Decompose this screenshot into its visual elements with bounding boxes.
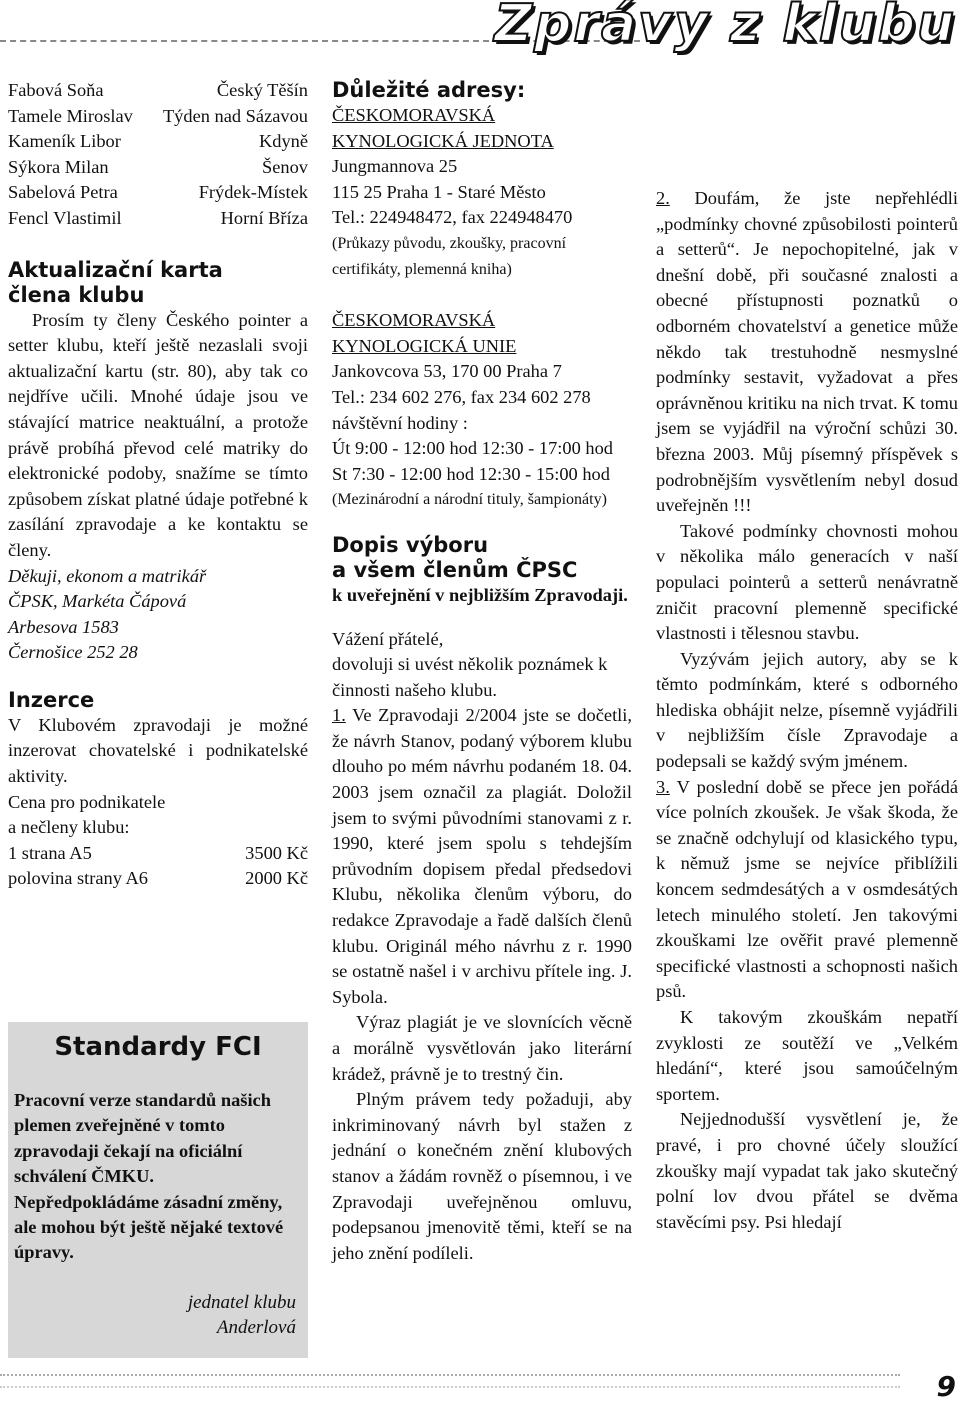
fci-box — [8, 1022, 308, 1358]
address-org: ČESKOMORAVSKÁ — [332, 310, 496, 331]
list-item: Tamele Miroslav Týden nad Sázavou — [8, 105, 308, 126]
footer-rule-2 — [0, 1386, 900, 1388]
address-org: ČESKOMORAVSKÁ — [332, 105, 496, 125]
ads-price-intro-2: a nečleny klubu: — [8, 817, 130, 838]
section-title: Zprávy z klubu — [494, 0, 956, 54]
price-row: polovina strany A6 2000 Kč — [8, 868, 308, 889]
letter-point-3: 3. V poslední době se přece jen pořádá více polních zkoušek. Je však škoda, že se značně odchylují od klasického typu, k němuž jsme se nejvíce přiblížili koncem sedmdesátých a v osmdesátých letech minulého století. Jen takovými zkouškami lze ověřit pravé plemenně specifické vlastnosti a schopnosti našich psů. — [656, 776, 958, 1002]
address-line: 115 25 Praha 1 - Staré Město — [332, 181, 546, 202]
address-org: KYNOLOGICKÁ UNIE — [332, 335, 517, 356]
letter-greeting: Vážení přátelé, — [332, 628, 444, 649]
members-list — [8, 78, 308, 232]
list-item: Kameník Libor Kdyně — [8, 131, 308, 152]
ads-text: V Klubovém zpravodaji je možné inzerovat chovatelské i podnikatelské aktivity. — [8, 714, 308, 787]
letter-paragraph: Nejjednodušší vysvětlení je, že pravé, i pro chovné účely sloužící zkoušky mají vypadat tak jako skutečný polní lov dvou přátel se dvěma stavěcími psy. Psi hledají — [656, 1109, 958, 1232]
letter-paragraph: Plným právem tedy požaduji, aby inkriminovaný návrh byl stažen z jednání o konečném znění klubových stanov a žádám rovněž o písemnou, i ve Zpravodaji uveřejněnou omluvu, podepsanou jmenovitě těmi, kteří se na jeho znění podíleli. — [332, 1089, 632, 1263]
letter-subheading: k uveřejnění v nejbližším Zpravodaji. — [332, 584, 628, 605]
letter-point-2: 2. Doufám, že jste nepřehlédli „podmínky chovné způsobilosti pointerů a setterů“. Je nepochopitelné, jak v dnešní době, při současné znalosti a obecné přístupnosti poznatků o odborném chovatelství a genetice může někdo tak trestuhodně nesmyslné podmínky sestavit, vyžadovat a přes oprávněnou kritiku na nich trvat. K tomu jsem se vyjádřil na výroční schůzi 30. března 2003. Můj písemný příspěvek s podrobnějším vysvětlením nebyl dosud uveřejněn !!! — [656, 188, 958, 516]
list-item: Sýkora Milan Šenov — [8, 156, 308, 177]
price-row: 1 strana A5 3500 Kč — [8, 842, 308, 863]
column-right — [656, 80, 958, 1235]
address-line: Jankovcova 53, 170 00 Praha 7 — [332, 361, 562, 382]
update-heading-2: člena klubu — [8, 282, 145, 307]
fci-title: Standardy FCI — [54, 1032, 262, 1062]
address-line: Jungmannova 25 — [332, 156, 458, 177]
fci-signature: jednatel klubu Anderlová — [187, 1292, 296, 1338]
column-middle — [332, 78, 632, 1266]
update-signature-4: Černošice 252 28 — [8, 642, 138, 663]
column-left — [8, 78, 308, 892]
letter-paragraph: K takovým zkouškám nepatří zvyklosti ze soutěží ve „Velkém hledání“, které jsou samoúčelným sportem. — [656, 1007, 958, 1104]
ads-heading: Inzerce — [8, 687, 95, 712]
letter-paragraph: Výraz plagiát je ve slovnících věcně a morálně vysvětlován jako literární krádež, právně je to trestný čin. — [332, 1012, 632, 1084]
footer-rule — [0, 1374, 900, 1376]
addresses-heading: Důležité adresy: — [332, 78, 526, 102]
address-note: (Mezinárodní a národní tituly, šampionáty) — [332, 491, 607, 509]
address-line: Tel.: 234 602 276, fax 234 602 278 — [332, 386, 591, 407]
letter-heading: Dopis výboru — [332, 532, 489, 557]
list-item: Sabelová Petra Frýdek-Místek — [8, 182, 308, 203]
address-line: návštěvní hodiny : — [332, 412, 468, 433]
update-signature-2: ČPSK, Markéta Čápová — [8, 591, 187, 612]
list-item: Fabová Soňa Český Těšín — [8, 80, 308, 100]
address-line: Út 9:00 - 12:00 hod 12:30 - 17:00 hod — [332, 438, 613, 459]
letter-intro: dovoluji si uvést několik poznámek k činnosti našeho klubu. — [332, 654, 608, 700]
update-signature-1: Děkuji, ekonom a matrikář — [8, 565, 207, 586]
letter-heading-2: a všem členům ČPSC — [332, 557, 578, 582]
fci-text: Pracovní verze standardů našich plemen zveřejněné v tomto zpravodaji čekají na oficiální schválení ČMKU. Nepředpokládáme zásadní změny, ale mohou být ještě nějaké textové úpravy. — [14, 1090, 284, 1263]
update-text: Prosím ty členy Českého pointer a setter klubu, kteří ještě nezaslali svoji aktualizační kartu (str. 80), aby tak co nejdříve učili. Mnohé údaje jsou ve stávající matrice neaktuální, a protože právě probíhá převod celé matriky do elektronické podoby, snažíme se tímto způsobem získat platné údaje potřebné k zasílání zpravodaje a ke kontaktu se členy. — [8, 309, 308, 560]
address-org: KYNOLOGICKÁ JEDNOTA — [332, 130, 554, 151]
ads-price-intro: Cena pro podnikatele — [8, 791, 166, 812]
update-signature-3: Arbesova 1583 — [8, 616, 119, 637]
address-line: St 7:30 - 12:00 hod 12:30 - 15:00 hod — [332, 463, 610, 484]
letter-point-1: 1. Ve Zpravodaji 2/2004 jste se dočetli, že návrh Stanov, podaný výborem klubu dlouho po mém návrhu podaném 18. 04. 2003 jsem označil za plagiát. Doložil jsem to svými původními stanovami z r. 1990, které jsem spolu s tehdejším průvodním dopisem předal předsedovi Klubu, několika členům výboru, do redakce Zpravodaje a řadě dalších členů klubu. Originál mého návrhu z r. 1990 se ostatně našel i v archivu přítele ing. J. Sybola. — [332, 705, 632, 1007]
letter-paragraph: Takové podmínky chovnosti mohou v několika málo generacích v naší populaci pointerů a setterů nenávratně zničit pracovní plemenně specifické vlastnosti i tělesnou stavbu. — [656, 520, 958, 644]
update-heading: Aktualizační karta — [8, 257, 223, 282]
address-note: (Průkazy původu, zkoušky, pracovní certifikáty, plemenná kniha) — [332, 234, 567, 278]
page-number: 9 — [936, 1370, 956, 1403]
address-line: Tel.: 224948472, fax 224948470 — [332, 207, 573, 228]
list-item: Fencl Vlastimil Horní Bříza — [8, 207, 308, 228]
letter-paragraph: Vyzývám jejich autory, aby se k těmto podmínkám, které s odborného hlediska obhájit nelze, písemně vyjádřili v nejbližším čísle Zpravodaje a podepsali se každý svým jménem. — [656, 648, 958, 772]
